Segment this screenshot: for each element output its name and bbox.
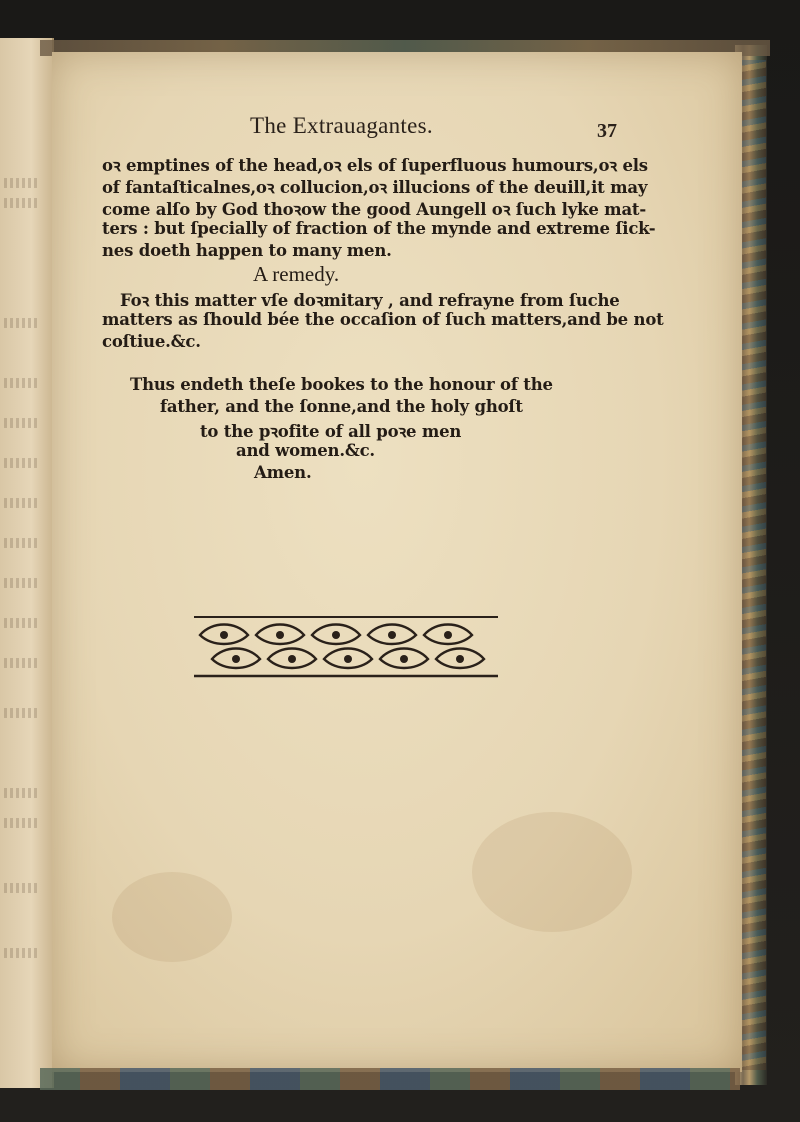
- show-through-text: [4, 498, 40, 508]
- page-number: 37: [597, 120, 617, 142]
- text-line: Foꝛ this matter vſe doꝛmitary , and refrayne from ſuche: [120, 291, 620, 310]
- running-head: The Extrauagantes.: [250, 113, 433, 138]
- show-through-text: [4, 318, 40, 328]
- show-through-text: [4, 883, 40, 893]
- show-through-text: [4, 458, 40, 468]
- colophon-line: and women.&c.: [236, 441, 375, 460]
- text-line: ters : but ſpecially of fraction of the mynde and extreme ſick-: [102, 219, 656, 238]
- facing-page-edge: [0, 38, 54, 1088]
- colophon-line: Thus endeth theſe bookes to the honour of the: [130, 375, 553, 394]
- show-through-text: [4, 178, 40, 188]
- show-through-text: [4, 948, 40, 958]
- colophon-line: Amen.: [254, 463, 312, 482]
- show-through-text: [4, 788, 40, 798]
- text-line: coſtiue.&c.: [102, 332, 201, 351]
- show-through-text: [4, 198, 40, 208]
- colophon-line: to the pꝛofite of all poꝛe men: [200, 422, 462, 441]
- show-through-text: [4, 658, 40, 668]
- text-line: oꝛ emptines of the head,oꝛ els of ſuperfluous humours,oꝛ els: [102, 156, 648, 175]
- section-heading: A remedy.: [253, 262, 340, 286]
- page-bottom-edge: [40, 1068, 740, 1090]
- text-line: come alſo by God thoꝛow the good Aungell oꝛ ſuch lyke mat-: [102, 200, 647, 219]
- show-through-text: [4, 618, 40, 628]
- show-through-text: [4, 418, 40, 428]
- show-through-text: [4, 818, 40, 828]
- show-through-text: [4, 578, 40, 588]
- text-line: nes doeth happen to many men.: [102, 241, 392, 260]
- text-line: of fantaſticalnes,oꝛ collucion,oꝛ illucions of the deuill,it may: [102, 178, 648, 197]
- colophon-line: father, and the ſonne,and the holy ghoſt: [160, 397, 523, 416]
- show-through-text: [4, 708, 40, 718]
- foxing-stain: [472, 812, 632, 932]
- foxing-stain: [112, 872, 232, 962]
- text-line: matters as ſhould bée the occaſion of ſuch matters,and be not: [102, 310, 664, 329]
- show-through-text: [4, 538, 40, 548]
- printers-ornament-icon: [192, 615, 500, 679]
- show-through-text: [4, 378, 40, 388]
- marbled-endpaper: [740, 60, 766, 1070]
